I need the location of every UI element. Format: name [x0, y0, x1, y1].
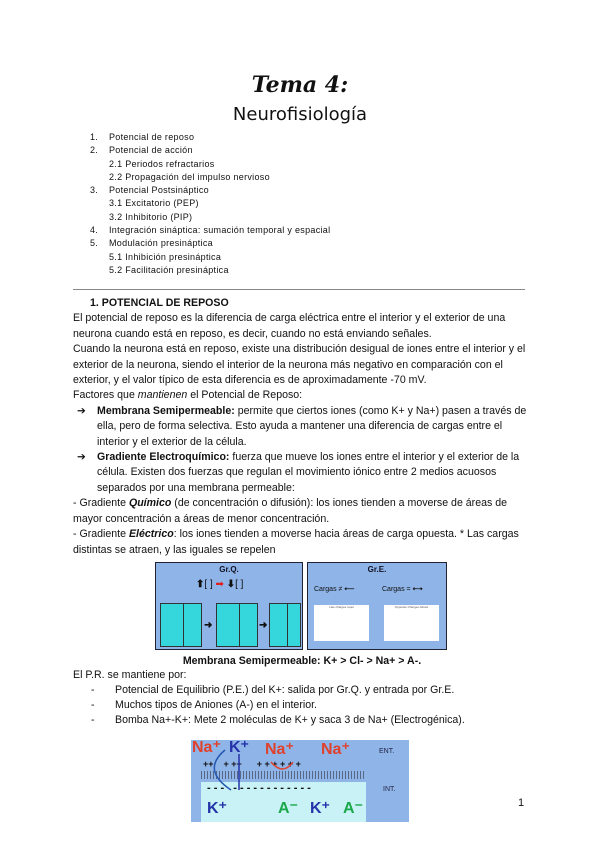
list-item-text: Bomba Na+-K+: Mete 2 moléculas de K+ y saca 3 de Na+ (Electrogénica).	[115, 713, 465, 726]
toc-number: 2.	[90, 145, 99, 156]
membrane-figure	[191, 740, 409, 822]
toc-label: Potencial de acción	[109, 145, 193, 156]
toc-label: 3.2 Inhibitorio (PIP)	[109, 211, 193, 222]
beaker	[160, 603, 202, 647]
toc-label: 2.1 Periodos refractarios	[109, 158, 215, 169]
exterior-label: ENT.	[379, 747, 395, 755]
divider	[73, 289, 525, 290]
label: Cargas =	[382, 585, 411, 593]
up-arrow-icon: ⬆	[196, 578, 205, 590]
paragraph: Cuando la neurona está en reposo, existe una distribución desigual de iones entre el interior y el exterior de la neurona, siendo el interior de la neurona más negativo en comparación con el exterior, y el valor típico de esta diferencia es de aproximadamente -70 mV.	[73, 343, 526, 387]
paragraph: El potencial de reposo es la diferencia de carga eléctrica entre el interior y el exterior de una neurona cuando está en reposo, es decir, cuando no está enviando señales.	[73, 312, 506, 340]
gradient-quimico	[73, 496, 531, 527]
section-heading: 1. POTENCIAL DE REPOSO	[90, 297, 229, 309]
toc-item	[90, 251, 330, 264]
opposite-charges	[314, 585, 354, 593]
toc-label: Potencial Postsináptico	[109, 185, 209, 196]
toc-item	[90, 171, 330, 184]
ion-label: Na⁺	[265, 740, 294, 758]
toc-number: 4.	[90, 225, 99, 236]
ion-label: Na⁺	[192, 738, 221, 756]
ion-label: A⁻	[343, 799, 363, 817]
panel-label: Gr.Q.	[219, 564, 239, 574]
beaker	[269, 603, 301, 647]
term: Membrana Semipermeable:	[97, 404, 235, 417]
down-arrow-icon: ⬇	[226, 578, 236, 590]
concentration-label: [ ]	[235, 578, 244, 590]
gradient-electrico	[73, 527, 531, 558]
ion-label: K⁺	[310, 799, 330, 817]
page-number: 1	[518, 797, 525, 809]
toc-label: Modulación presináptica	[109, 238, 213, 249]
definition: fuerza que mueve los iones entre el interior y el exterior de la célula. Existen dos fuerzas que regulan el movimiento iónico entre 2 medios acuosos separados por una membrana permeable:	[97, 451, 520, 494]
toc-item	[90, 158, 330, 171]
ion-label: K⁺	[229, 738, 249, 756]
list-item	[73, 450, 531, 496]
toc-label: 3.1 Excitatorio (PEP)	[109, 198, 199, 209]
label: Cargas ≠	[314, 585, 343, 593]
toc-label: Potencial de reposo	[109, 132, 195, 142]
text: el Potencial de Reposo:	[187, 389, 303, 402]
text: (de concentración o difusión): los iones tienden a moverse de áreas de mayor concentración a áreas de menor concentración.	[73, 497, 508, 525]
definition: permite que ciertos iones (como K+ y Na+) pasen a través de ella, pero de forma selectiva. Esto ayuda a mantener una diferencia de cargas entre el interior y el exterior de la célula.	[97, 404, 527, 448]
toc-number: 3.	[90, 185, 99, 196]
toc-item	[90, 237, 330, 250]
positive-charges: ++ + ++ + + + + + +	[203, 758, 301, 769]
negative-charges: - - - - - - - - - - - - - - -	[207, 781, 311, 794]
list-item	[73, 404, 531, 450]
interior-label: INT.	[383, 785, 396, 793]
text-emphasis: mantienen	[137, 389, 188, 402]
toc-label: Integración sináptica: sumación temporal y espacial	[109, 225, 331, 236]
ion-label: Na⁺	[321, 740, 350, 758]
list-item: - Bomba Na+-K+: Mete 2 moléculas de K+ y saca 3 de Na+ (Electrogénica).	[91, 713, 465, 726]
toc-item	[90, 144, 330, 157]
arrow-bullet-icon: ➔	[77, 451, 86, 464]
concentration-arrows	[196, 579, 243, 590]
document-title: Tema 4:	[251, 72, 349, 98]
page-content	[73, 296, 531, 822]
section-potencial-reposo	[73, 296, 531, 558]
toc-number: 1.	[90, 132, 99, 142]
list-item-text: Muchos tipos de Aniones (A-) en el interior.	[115, 698, 317, 711]
toc-label: 2.2 Propagación del impulso nervioso	[109, 171, 270, 182]
repel-arrows-icon: ⟷	[412, 585, 423, 593]
concentration-label: [ ]	[204, 578, 213, 590]
list-item: - Potencial de Equilibrio (P.E.) del K+: salida por Gr.Q. y entrada por Gr.E.	[91, 683, 455, 696]
repel-card: Like charges repel	[314, 605, 369, 641]
equal-charges	[382, 585, 423, 593]
pump-arrows-icon	[191, 740, 409, 822]
attract-card: Opposite Charges Attract	[384, 605, 439, 641]
text: Factores que	[73, 389, 138, 402]
text-emphasis: Químico	[128, 497, 172, 510]
pr-intro: El P.R. se mantiene por:	[73, 668, 187, 681]
list-item: - Muchos tipos de Aniones (A-) en el interior.	[91, 698, 317, 711]
text: - Gradiente	[73, 528, 129, 541]
toc-item	[90, 211, 330, 224]
attract-arrows-icon: ⟵	[344, 585, 355, 593]
toc-number: 5.	[90, 238, 99, 249]
gradient-figure	[155, 562, 447, 650]
toc-label: 5.2 Facilitación presináptica	[109, 264, 229, 275]
panel-label: Gr.E.	[367, 564, 387, 574]
text: : los iones tienden a moverse hacia áreas de carga opuesta. * Las cargas distintas se atraen, y las iguales se repelen	[73, 528, 519, 556]
right-arrow-icon: ➡	[215, 578, 224, 590]
arrow-icon: ➜	[259, 619, 268, 631]
list-item-text: Potencial de Equilibrio (P.E.) del K+: salida por Gr.Q. y entrada por Gr.E.	[115, 683, 455, 696]
ion-label: K⁺	[207, 799, 227, 817]
beaker	[216, 603, 258, 647]
chemical-gradient-panel	[155, 562, 303, 650]
toc-label: 5.1 Inhibición presináptica	[109, 251, 222, 262]
factors-intro	[73, 388, 531, 403]
text-emphasis: Eléctrico	[128, 528, 174, 541]
table-of-contents	[90, 131, 330, 277]
arrow-bullet-icon: ➔	[77, 404, 86, 417]
ion-label: A⁻	[278, 799, 298, 817]
toc-item	[90, 131, 330, 144]
toc-item	[90, 264, 330, 277]
electric-gradient-panel	[307, 562, 447, 650]
text: - Gradiente	[73, 497, 129, 510]
arrow-icon: ➜	[204, 619, 213, 631]
toc-item	[90, 224, 330, 237]
toc-item	[90, 197, 330, 210]
term: Gradiente Electroquímico:	[97, 451, 230, 464]
toc-item	[90, 184, 330, 197]
figure-caption: Membrana Semipermeable: K+ > Cl- > Na+ > A-.	[182, 654, 422, 667]
pr-factors	[73, 668, 531, 728]
document-subtitle: Neurofisiología	[232, 104, 368, 125]
